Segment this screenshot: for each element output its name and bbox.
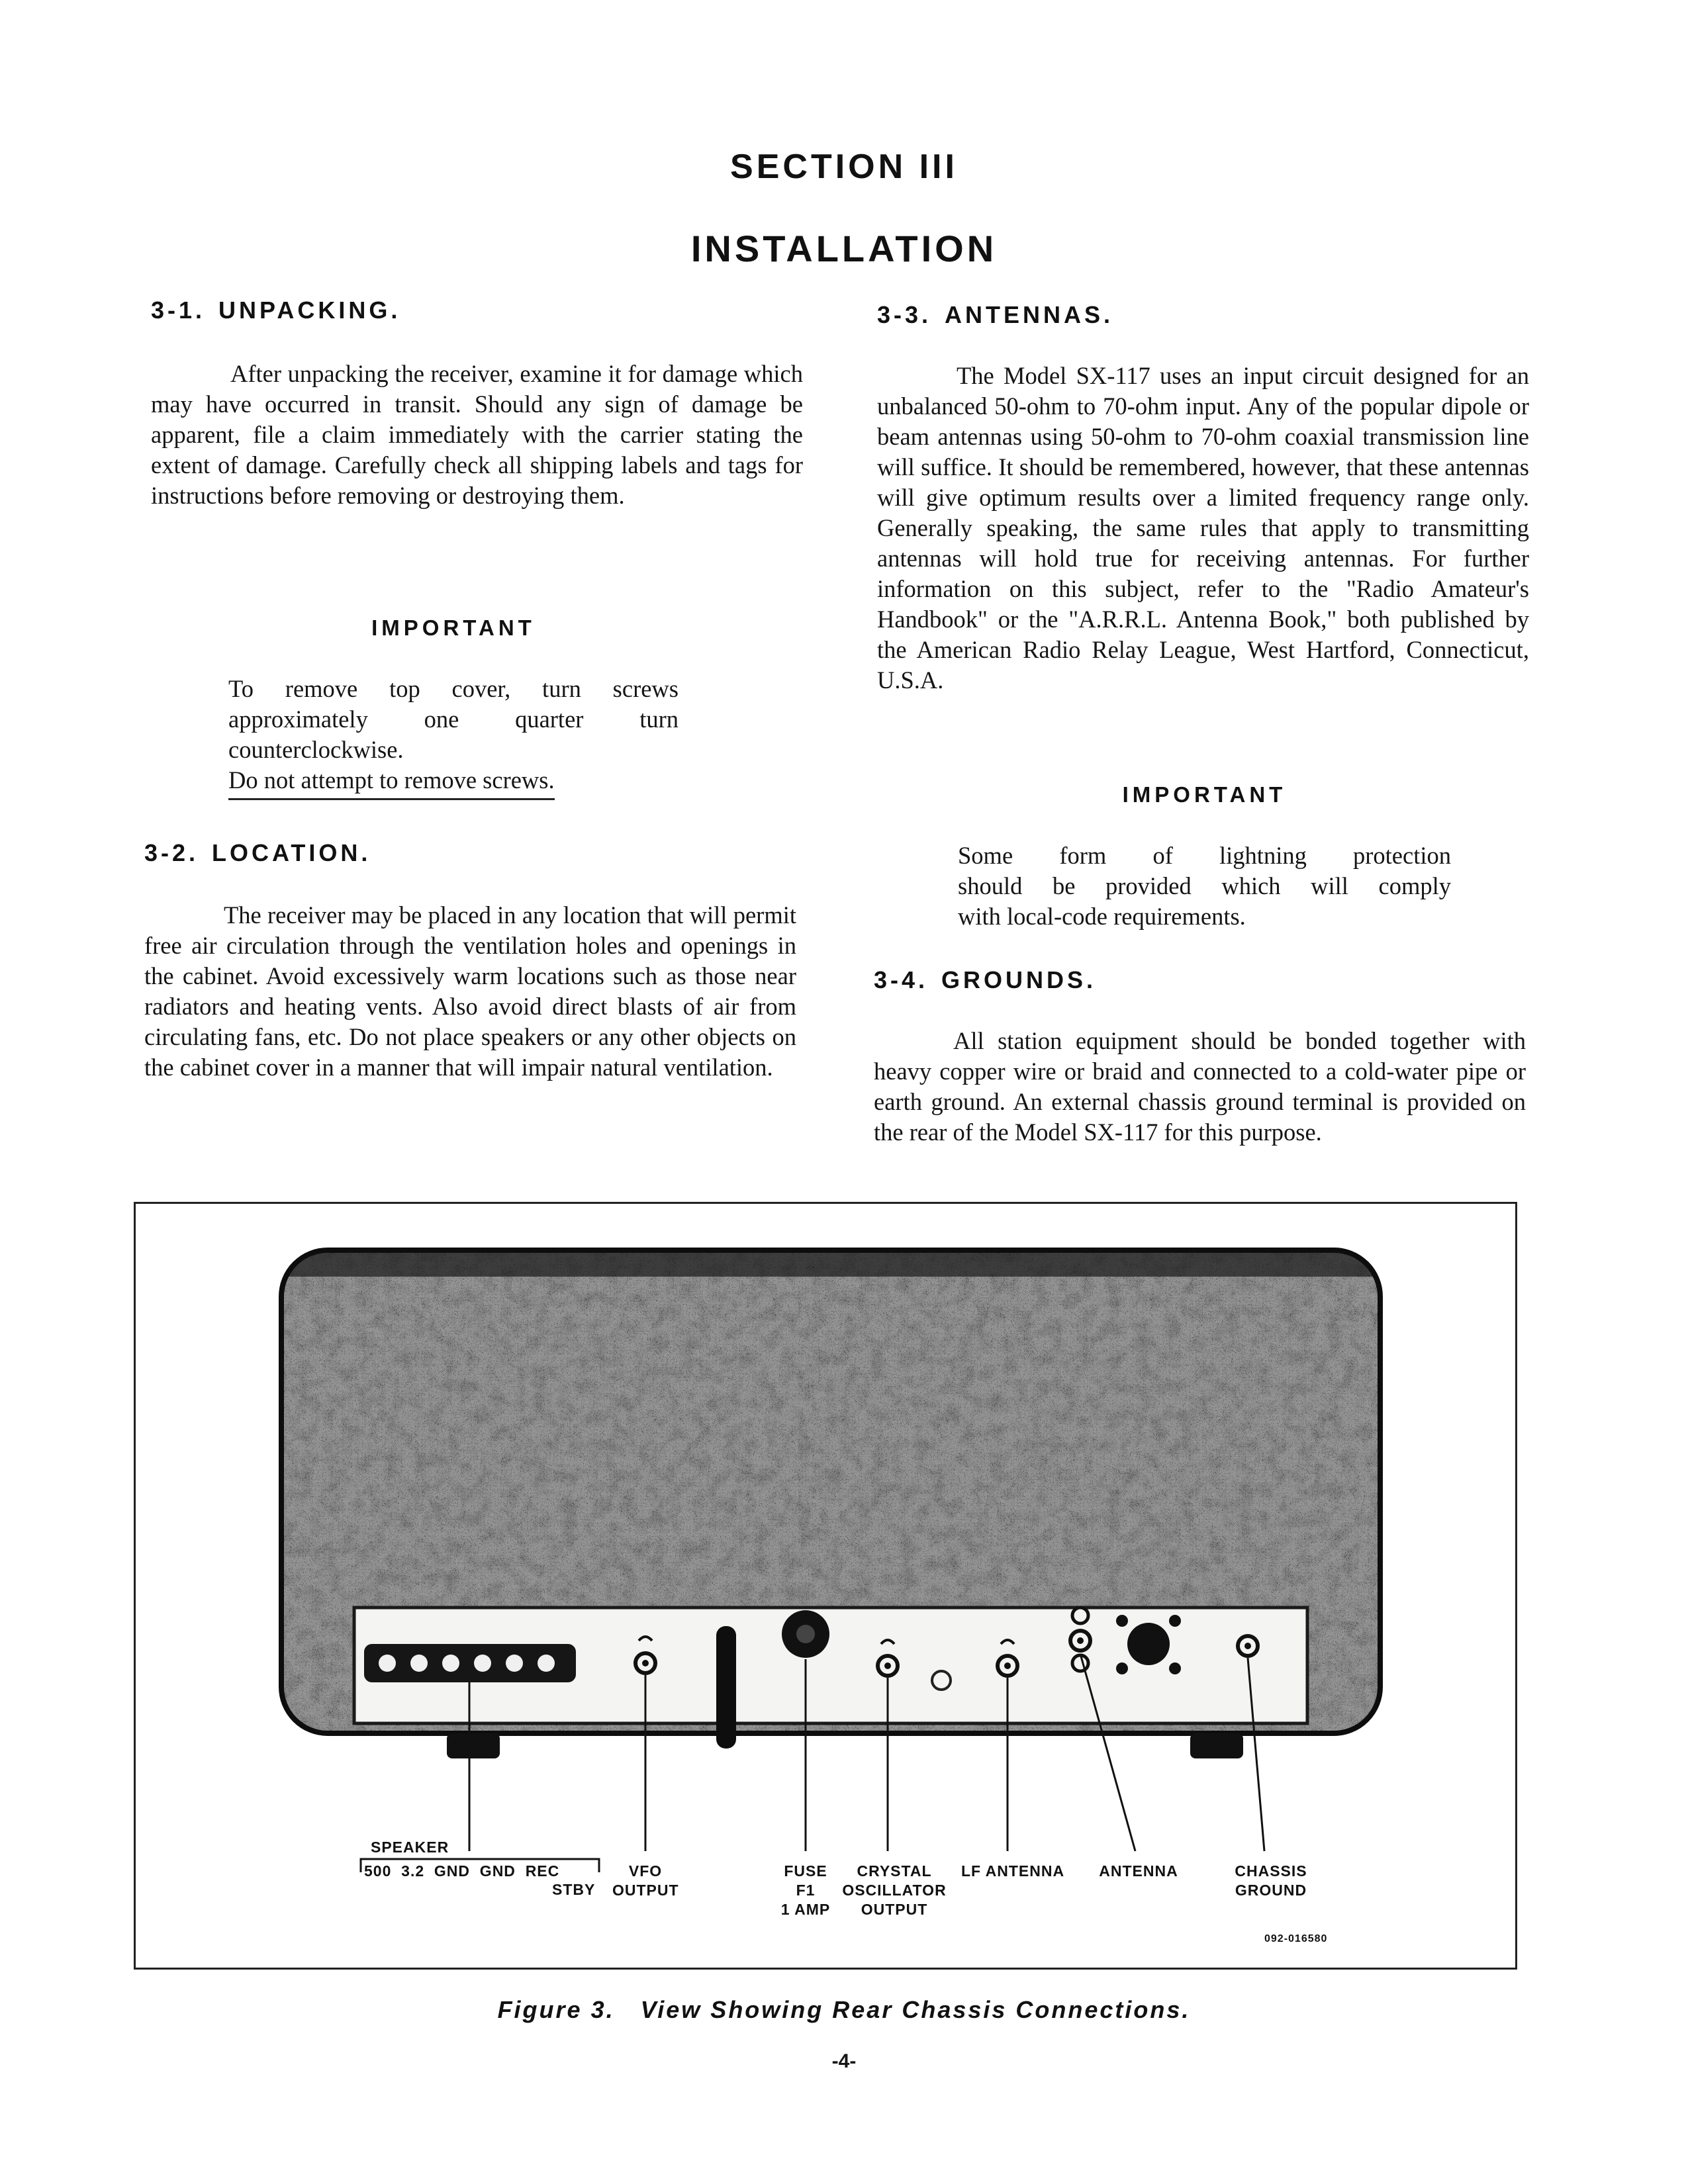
heading-number: 3-4.: [874, 966, 929, 993]
page-number: -4-: [831, 2050, 857, 2072]
speaker-terminal-strip: [364, 1644, 576, 1682]
paragraph-location: The receiver may be placed in any location that will permit free air circulation through the ventilation holes and openings in the cabinet. Avoid excessively warm locations such as those near radiators and heating vents. Also avoid direct blasts of air from circulating fans, etc. Do not place speakers or any other objects on the cabinet cover in a manner that will impair natural ventilation.: [144, 901, 796, 1081]
label-line: FUSE: [784, 1862, 827, 1880]
paragraph-unpacking: After unpacking the receiver, examine it for damage which may have occurred in transit. Should any sign of damage be apparent, file a claim immediately with the carrier stating the extent of damage. Carefully check all shipping labels and tags for instructions before removing or destroying them.: [151, 360, 803, 509]
label-line: OUTPUT: [861, 1901, 928, 1918]
label-speaker: SPEAKER: [371, 1839, 449, 1856]
receiver-rear-photo: [136, 1204, 1515, 1968]
label-line: OUTPUT: [612, 1882, 679, 1899]
important-note-lightning: [958, 782, 1451, 932]
heading-unpacking: [151, 296, 803, 324]
label-line: 1 AMP: [780, 1901, 831, 1918]
label-chassis-ground: [1235, 1862, 1307, 1900]
heading-grounds: [874, 966, 1526, 994]
heading-number: 3-2.: [144, 839, 199, 866]
important-line: approximately one quarter turn: [228, 705, 679, 733]
important-underlined-warning: Do not attempt to remove screws.: [228, 765, 555, 800]
label-crystal-oscillator-output: [841, 1862, 947, 1919]
important-line: with local-code requirements.: [958, 903, 1246, 930]
label-part-number: 092-016580: [1264, 1933, 1328, 1944]
heading-antennas: [877, 301, 1529, 329]
heading-location: [144, 839, 796, 867]
important-heading: IMPORTANT: [1122, 782, 1287, 807]
figure-frame: [134, 1202, 1517, 1970]
label-antenna: ANTENNA: [1099, 1862, 1178, 1880]
figure-caption: Figure 3. View Showing Rear Chassis Connections.: [497, 1996, 1191, 2023]
heading-number: 3-3.: [877, 301, 932, 328]
right-column: [877, 301, 1529, 696]
important-line: should be provided which will comply: [958, 872, 1451, 899]
left-column: [151, 296, 803, 511]
label-vfo-output: [612, 1862, 679, 1900]
label-stby: STBY: [552, 1881, 596, 1898]
label-line: OSCILLATOR: [842, 1882, 947, 1899]
location-block: [144, 839, 796, 1083]
label-speaker-terminals: 500 3.2 GND GND REC: [364, 1862, 560, 1880]
label-fuse: [773, 1862, 839, 1919]
heading-number: 3-1.: [151, 296, 206, 324]
important-body: [228, 674, 679, 800]
heading-text: UNPACKING.: [218, 296, 401, 324]
important-heading: IMPORTANT: [371, 615, 536, 640]
important-line: To remove top cover, turn screws: [228, 675, 679, 702]
label-line: F1: [796, 1882, 816, 1899]
right-foot: [1190, 1733, 1243, 1758]
paragraph-antennas: The Model SX-117 uses an input circuit designed for an unbalanced 50-ohm to 70-ohm input. Any of the popular dipole or beam antennas using 50-ohm to 70-ohm coaxial transmission line will suffice. It should be remembered, however, that these antennas will give optimum results over a limited frequency range only. Generally speaking, the same rules that apply to transmitting antennas will hold true for receiving antennas. For further information on this subject, refer to the "Radio Amateur's Handbook" or the "A.R.R.L. Antenna Book," both published by the American Radio Relay League, West Hartford, Connecticut, U.S.A.: [877, 362, 1529, 694]
heading-text: GROUNDS.: [941, 966, 1097, 993]
important-body: [958, 841, 1451, 932]
important-note-cover: [228, 615, 679, 800]
important-line: Some form of lightning protection: [958, 842, 1451, 869]
label-line: CHASSIS: [1235, 1862, 1307, 1880]
heading-text: LOCATION.: [212, 839, 371, 866]
section-title: SECTION III: [730, 148, 958, 186]
heading-text: ANTENNAS.: [945, 301, 1114, 328]
label-line: CRYSTAL: [857, 1862, 932, 1880]
chapter-title: INSTALLATION: [690, 228, 998, 269]
label-line: GROUND: [1235, 1882, 1307, 1899]
paragraph-grounds: All station equipment should be bonded together with heavy copper wire or braid and connected to a cold-water pipe or earth ground. An external chassis ground terminal is provided on the rear of the Model SX-117 for this purpose.: [874, 1027, 1526, 1146]
fuse-holder: [782, 1610, 829, 1658]
important-line: counterclockwise.: [228, 736, 404, 763]
grounds-block: [874, 966, 1526, 1148]
label-line: VFO: [628, 1862, 663, 1880]
left-foot: [447, 1733, 500, 1758]
power-cord: [716, 1626, 736, 1749]
label-lf-antenna: LF ANTENNA: [961, 1862, 1065, 1880]
